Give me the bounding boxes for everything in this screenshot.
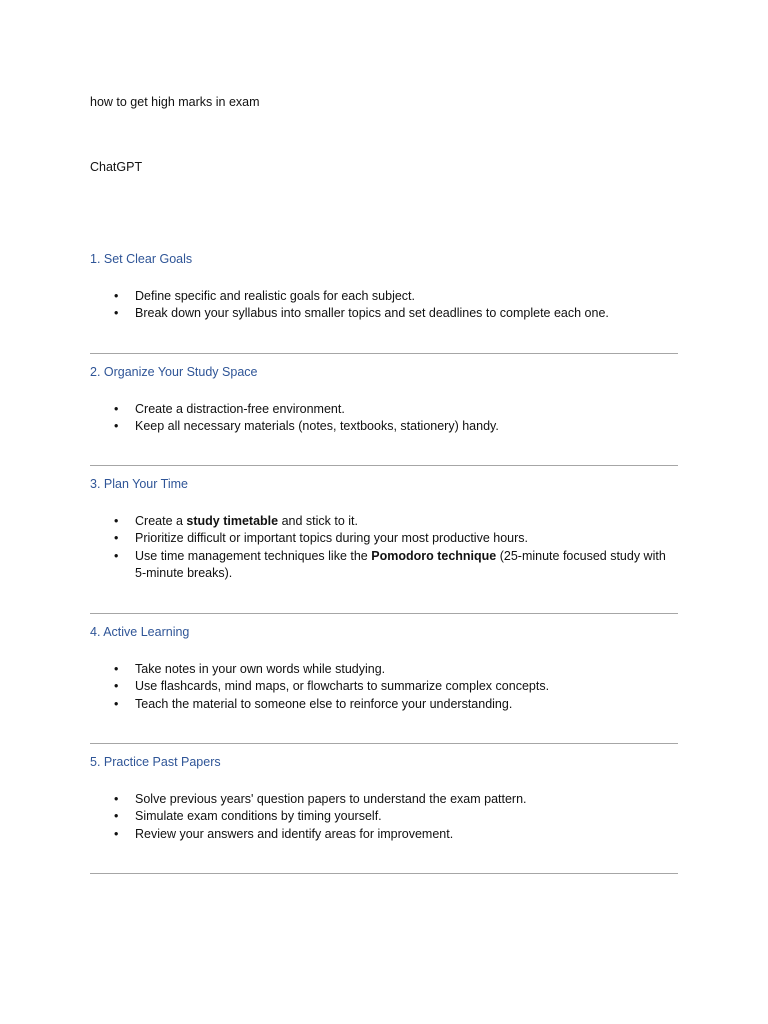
bullet-text: Use time management techniques like the (135, 548, 372, 563)
bullet-icon: • (114, 662, 119, 676)
section-divider (90, 465, 678, 466)
bullet-icon: • (114, 289, 119, 303)
bullet-icon: • (114, 696, 119, 711)
bullet-icon: • (114, 826, 119, 841)
bullet-icon: • (114, 809, 119, 824)
section-plan-your-time (90, 476, 678, 582)
section-divider (90, 613, 678, 614)
section-practice-past-papers (90, 754, 678, 843)
bullet-list (90, 288, 678, 323)
bullet-item (90, 696, 678, 713)
bullet-list (90, 791, 678, 843)
section-active-learning (90, 624, 678, 713)
bullet-item (90, 418, 678, 435)
bullet-item (90, 808, 678, 825)
bullet-icon: • (114, 792, 119, 806)
bullet-item (90, 305, 678, 322)
bullet-item (90, 791, 678, 808)
bullet-text: Create a distraction-free environment. (135, 402, 345, 416)
bullet-text: Simulate exam conditions by timing yourself. (135, 809, 382, 824)
section-heading: 1. Set Clear Goals (90, 252, 193, 266)
section-heading: 3. Plan Your Time (90, 477, 188, 491)
bold-text: study timetable (186, 514, 279, 528)
bullet-text: Keep all necessary materials (notes, textbooks, stationery) handy. (135, 419, 499, 434)
bullet-item (90, 548, 678, 583)
bullet-text: Take notes in your own words while studying. (135, 662, 386, 676)
section-heading: 4. Active Learning (90, 625, 190, 639)
bullet-list (90, 661, 678, 713)
bullet-icon: • (114, 548, 119, 563)
section-divider (90, 353, 678, 354)
bullet-item (90, 530, 678, 547)
section-set-clear-goals (90, 251, 678, 323)
bullet-text: Prioritize difficult or important topics during your most productive hours. (135, 531, 528, 546)
bullet-text: Review your answers and identify areas for improvement. (135, 826, 454, 841)
bullet-item (90, 661, 678, 678)
bullet-icon: • (114, 679, 119, 694)
bullet-list (90, 401, 678, 436)
bullet-text: Create a (135, 514, 187, 528)
section-heading: 2. Organize Your Study Space (90, 365, 258, 379)
bullet-text: Break down your syllabus into smaller topics and set deadlines to complete each one. (135, 306, 609, 321)
section-divider (90, 743, 678, 744)
bullet-list (90, 513, 678, 582)
bullet-icon: • (114, 514, 119, 528)
bullet-icon: • (114, 419, 119, 434)
bullet-item (90, 826, 678, 843)
document-title: how to get high marks in exam (90, 95, 260, 109)
bullet-item (90, 513, 678, 530)
bullet-text: (25-minute focused study with 5-minute breaks). (135, 548, 666, 580)
section-divider (90, 873, 678, 874)
bullet-text: Teach the material to someone else to reinforce your understanding. (135, 696, 513, 711)
document-author: ChatGPT (90, 160, 143, 174)
bullet-text: Define specific and realistic goals for each subject. (135, 289, 416, 303)
bullet-icon: • (114, 531, 119, 546)
bullet-text: Use flashcards, mind maps, or flowcharts to summarize complex concepts. (135, 679, 550, 694)
bullet-item (90, 678, 678, 695)
bullet-item (90, 401, 678, 418)
bullet-item (90, 288, 678, 305)
section-heading: 5. Practice Past Papers (90, 755, 221, 769)
bold-text: Pomodoro technique (371, 548, 497, 563)
bullet-icon: • (114, 402, 119, 416)
bullet-icon: • (114, 306, 119, 321)
section-organize-study-space (90, 364, 678, 436)
bullet-text: Solve previous years' question papers to understand the exam pattern. (135, 792, 527, 806)
bullet-text: and stick to it. (278, 514, 359, 528)
